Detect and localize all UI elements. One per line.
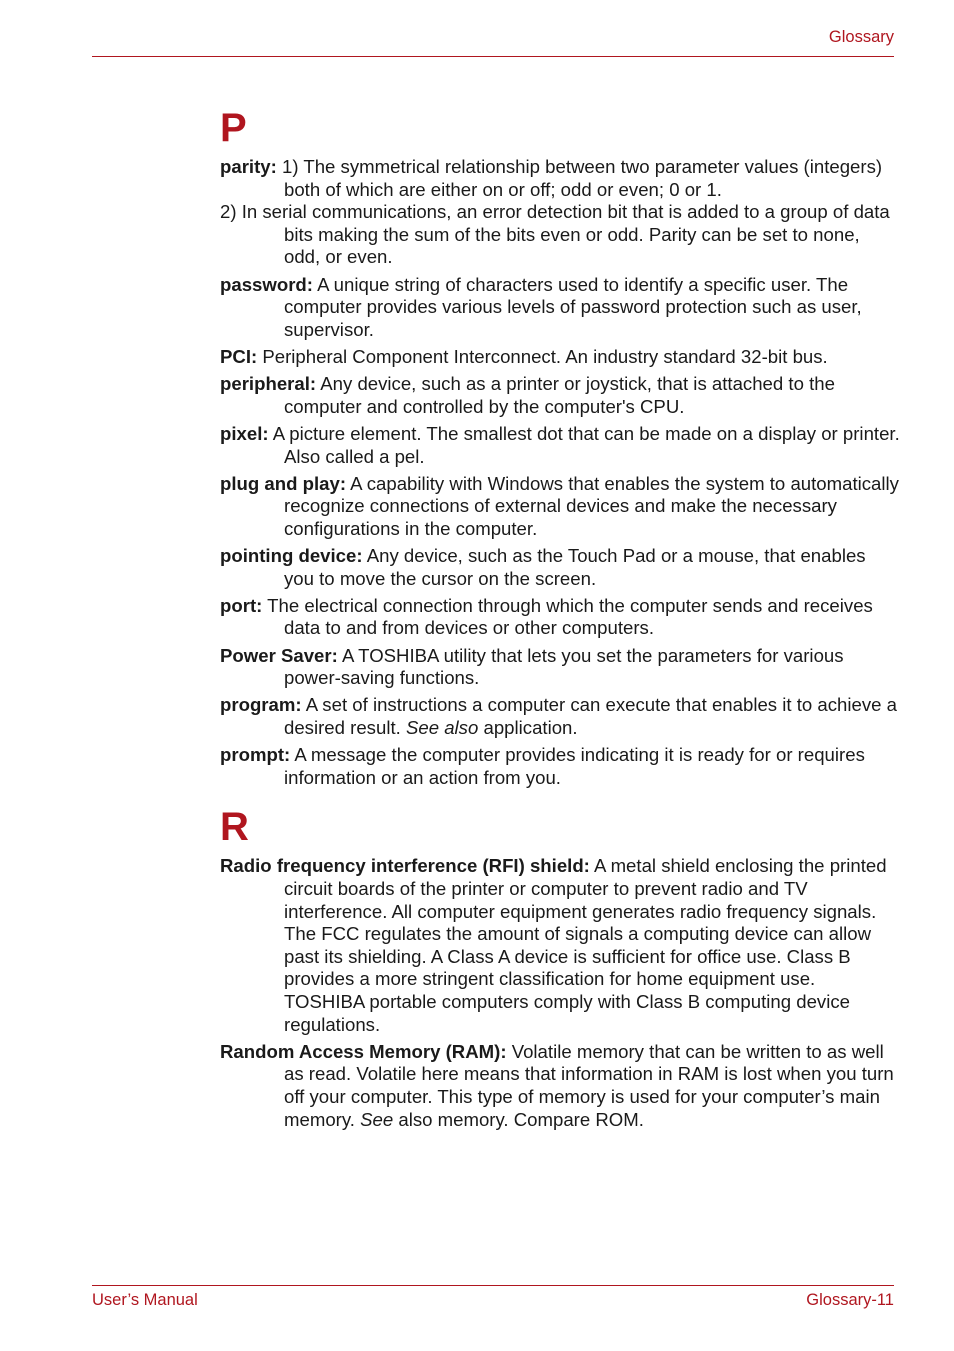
glossary-entry-program xyxy=(220,694,900,739)
header-rule xyxy=(92,56,894,57)
glossary-entry-power-saver xyxy=(220,645,900,690)
entry-definition-end: also memory. Compare ROM. xyxy=(393,1108,644,1130)
entry-definition-continued: 2) In serial communications, an error detection bit that is added to a group of data bits making the sum of the bits even or odd. Parity can be set to none, odd, or even. xyxy=(220,201,890,268)
section-letter-p: P xyxy=(220,106,247,150)
entry-definition: Volatile memory that can be written to as well as read. Volatile here means that information in RAM is lost when you turn off your computer. This type of memory is used for your computer’s main memory. xyxy=(284,1040,894,1130)
entry-term: password: xyxy=(220,273,313,295)
glossary-content xyxy=(220,104,900,1136)
running-header-title: Glossary xyxy=(828,28,894,46)
glossary-entry-port xyxy=(220,595,900,640)
glossary-entry-password xyxy=(220,274,900,342)
entry-term: plug and play: xyxy=(220,472,347,494)
entry-term: parity: xyxy=(220,156,277,177)
entry-definition: A capability with Windows that enables the system to automatically recognize connections of external devices and make the necessary configurations in the computer. xyxy=(284,472,899,539)
entry-definition: Any device, such as the Touch Pad or a mouse, that enables you to move the cursor on the screen. xyxy=(284,545,866,589)
entry-term: port: xyxy=(220,594,263,616)
entry-term: Random Access Memory (RAM): xyxy=(220,1040,507,1062)
glossary-entry-pixel xyxy=(220,423,900,468)
glossary-entry-rfi-shield xyxy=(220,855,900,1036)
glossary-entry-ram xyxy=(220,1041,900,1131)
entry-definition: A TOSHIBA utility that lets you set the parameters for various power-saving functions. xyxy=(284,644,844,689)
entry-definition: A set of instructions a computer can execute that enables it to achieve a desired result. xyxy=(284,694,897,738)
entry-term: PCI: xyxy=(220,345,258,367)
footer-manual-title: User’s Manual xyxy=(92,1291,198,1309)
entry-term: pointing device: xyxy=(220,545,363,567)
entry-term: peripheral: xyxy=(220,373,317,395)
entry-cross-reference: See also xyxy=(405,717,479,738)
entry-term: Power Saver: xyxy=(220,644,338,666)
entry-definition: A unique string of characters used to identify a specific user. The computer provides various levels of password protection such as user, supervisor. xyxy=(284,273,862,340)
entry-term: program: xyxy=(220,694,302,716)
glossary-entry-parity xyxy=(220,156,900,269)
entry-definition-end: application. xyxy=(478,717,578,738)
glossary-entry-plug-and-play xyxy=(220,473,900,541)
entry-term: pixel: xyxy=(220,422,269,444)
glossary-entry-pci xyxy=(220,346,900,369)
entry-definition: 1) The symmetrical relationship between two parameter values (integers) both of which are either on or off; odd or even; 0 or 1. xyxy=(276,156,883,200)
entry-definition: A message the computer provides indicating it is ready for or requires information or an action from you. xyxy=(284,744,865,788)
entry-definition: Any device, such as a printer or joystick, that is attached to the computer and controlled by the computer's CPU. xyxy=(284,373,835,417)
entry-definition: A metal shield enclosing the printed circuit boards of the printer or computer to prevent radio and TV interference. All computer equipment generates radio frequency signals. The FCC regulates the amount of signals a computing device can allow past its shielding. A Class A device is sufficient for office use. Class B provides a more stringent classification for home equipment use. TOSHIBA portable computers comply with Class B computing device regulations. xyxy=(284,855,887,1035)
entry-definition: Peripheral Component Interconnect. An industry standard 32-bit bus. xyxy=(257,345,828,367)
glossary-entry-peripheral xyxy=(220,373,900,418)
entry-cross-reference: See xyxy=(360,1108,394,1130)
footer-page-number: Glossary-11 xyxy=(806,1291,894,1309)
footer-rule xyxy=(92,1285,894,1286)
entry-term: Radio frequency interference (RFI) shield: xyxy=(220,855,590,877)
entry-definition: The electrical connection through which the computer sends and receives data to and from devices or other computers. xyxy=(262,594,873,639)
entry-definition: A picture element. The smallest dot that can be made on a display or printer. Also called a pel. xyxy=(268,422,900,467)
entry-term: prompt: xyxy=(220,744,291,766)
section-letter-r: R xyxy=(220,805,249,850)
glossary-entry-prompt xyxy=(220,744,900,789)
glossary-entry-pointing-device xyxy=(220,545,900,590)
